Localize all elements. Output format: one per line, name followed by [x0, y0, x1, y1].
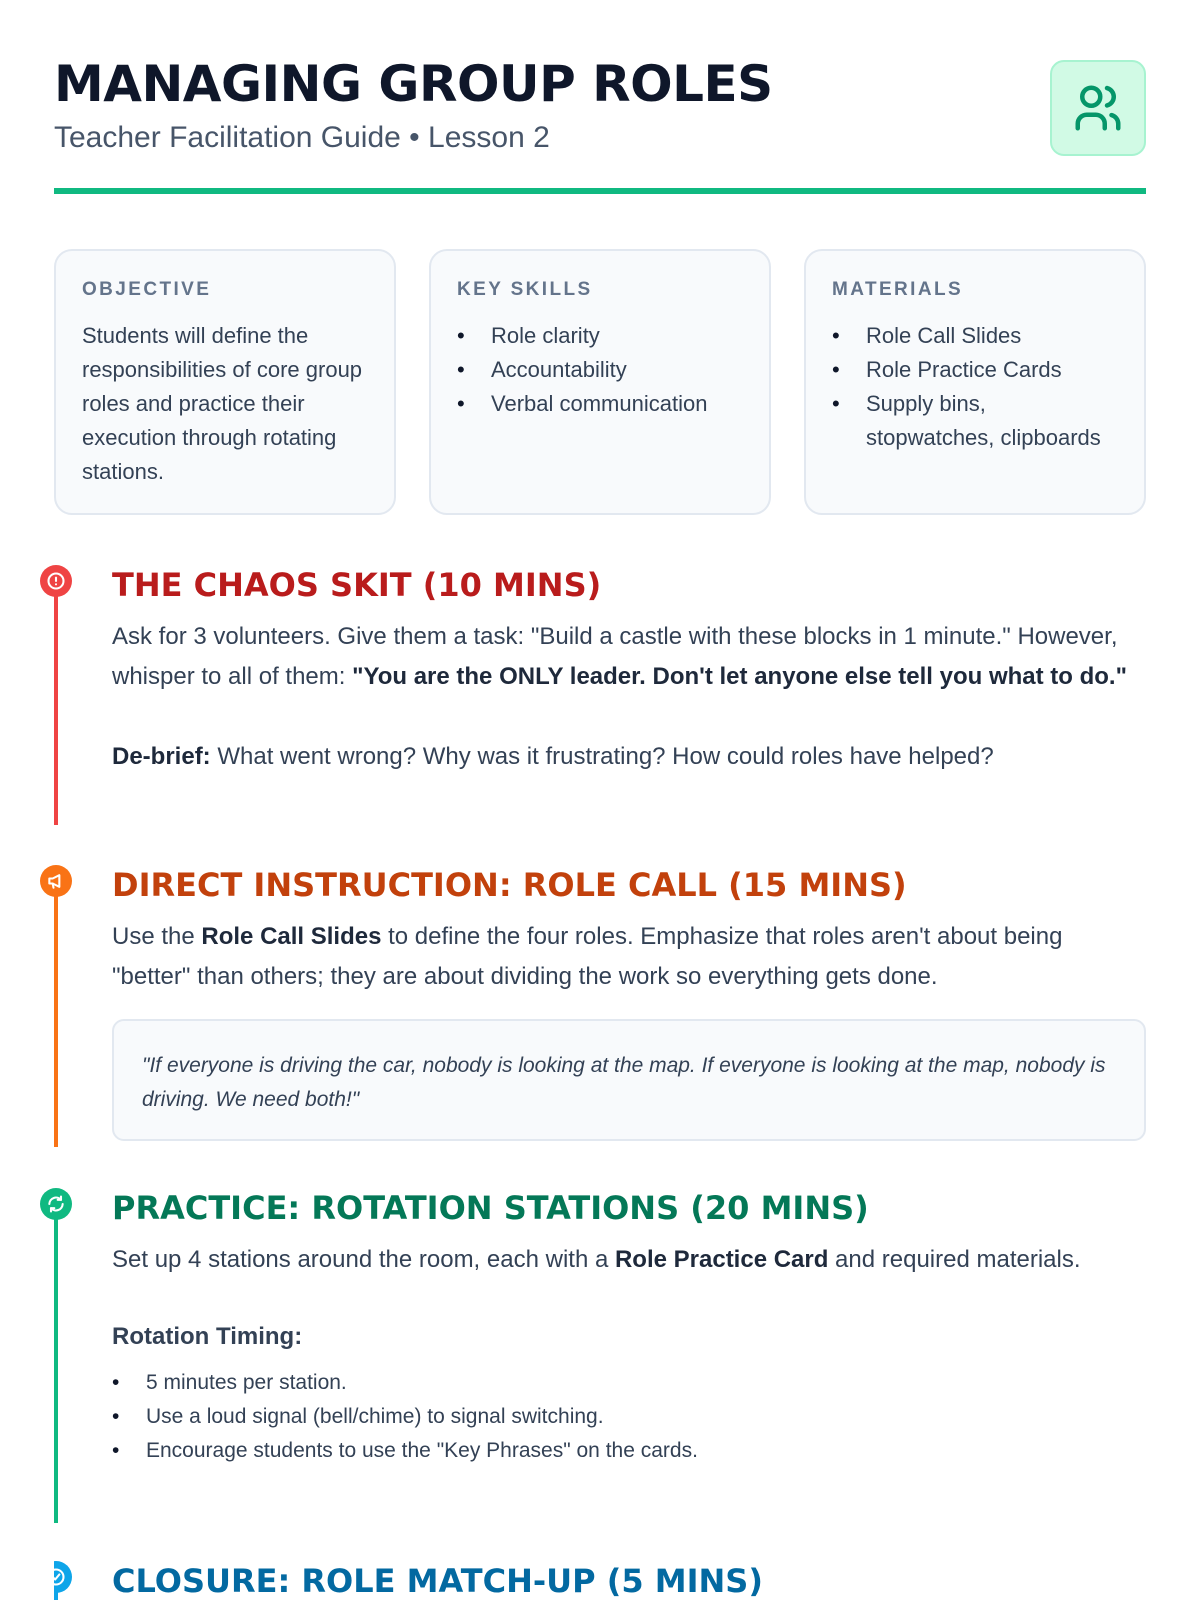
section-title: CLOSURE: ROLE MATCH-UP (5 MINS): [112, 1562, 763, 1600]
debrief-text: What went wrong? Why was it frustrating? How could roles have helped?: [210, 743, 994, 770]
rotation-timing-heading: Rotation Timing:: [112, 1323, 303, 1350]
rotation-timing-list: [112, 1366, 1146, 1468]
section-body: [112, 1561, 1146, 1600]
section-paragraph: [112, 917, 1146, 997]
skills-heading: KEY SKILLS: [457, 279, 593, 300]
paragraph-text: and required materials.: [828, 1246, 1081, 1273]
debrief-paragraph: [112, 737, 1146, 777]
quote-box: "If everyone is driving the car, nobody is looking at the map. If everyone is looking at the map, nobody is driving. We need both!": [112, 1019, 1146, 1141]
timeline-rail: [54, 1204, 58, 1523]
paragraph-text: Ask for 3 volunteers. Give them a task: "Build a castle with these blocks in 1 minute." However, whisper to all of them:: [112, 623, 1118, 690]
list-item: • Supply bins, stopwatches, clipboards: [832, 387, 1118, 455]
section-paragraph: [112, 1240, 1146, 1280]
users-icon: [1050, 60, 1146, 156]
paragraph-emphasis: Role Practice Card: [614, 1246, 829, 1273]
objective-card: [54, 249, 396, 515]
list-item: • Verbal communication: [457, 387, 743, 421]
list-item: • Role Practice Cards: [832, 353, 1118, 387]
list-item: • Use a loud signal (bell/chime) to signal switching.: [112, 1400, 1146, 1434]
section-title: PRACTICE: ROTATION STATIONS (20 MINS): [112, 1189, 869, 1227]
section-body: [112, 565, 1146, 777]
skills-list: [457, 319, 743, 421]
section-paragraph: [112, 617, 1146, 697]
megaphone-icon: [40, 865, 72, 897]
paragraph-emphasis: Role Call Slides: [201, 923, 382, 950]
section-title: THE CHAOS SKIT (10 MINS): [112, 566, 602, 604]
list-item: • Encourage students to use the "Key Phrases" on the cards.: [112, 1434, 1146, 1468]
objective-heading: OBJECTIVE: [82, 279, 212, 300]
materials-card: [804, 249, 1146, 515]
section-closure: [54, 1561, 1146, 1600]
refresh-icon: [40, 1188, 72, 1220]
skills-card: [429, 249, 771, 515]
paragraph-text: to define the four roles. Emphasize that roles aren't about being "better" than others; they are about dividing the work so everything gets done.: [112, 923, 1063, 990]
list-item: • Role Call Slides: [832, 319, 1118, 353]
section-body: [112, 865, 1146, 1141]
page-subtitle: Teacher Facilitation Guide • Lesson 2: [54, 121, 550, 154]
section-direct-instruction: [54, 865, 1146, 1147]
list-item: • Role clarity: [457, 319, 743, 353]
list-item: • Accountability: [457, 353, 743, 387]
section-body: [112, 1188, 1146, 1468]
section-practice: [54, 1188, 1146, 1523]
alert-circle-icon: [40, 565, 72, 597]
timeline-rail: [54, 881, 58, 1147]
paragraph-text: Use the: [112, 923, 202, 950]
list-item: • 5 minutes per station.: [112, 1366, 1146, 1400]
debrief-label: De-brief:: [112, 743, 211, 770]
objective-text: Students will define the responsibilities of core group roles and practice their execution through rotating stations.: [82, 323, 363, 484]
page-header: [54, 52, 1146, 194]
paragraph-text: Set up 4 stations around the room, each with a: [112, 1246, 615, 1273]
timeline-rail: [54, 581, 58, 825]
check-badge-icon: [54, 1561, 72, 1593]
materials-list: [832, 319, 1118, 455]
materials-heading: MATERIALS: [832, 279, 964, 300]
info-cards: [54, 249, 1146, 515]
section-title: DIRECT INSTRUCTION: ROLE CALL (15 MINS): [112, 866, 907, 904]
page-title: MANAGING GROUP ROLES: [54, 55, 773, 113]
paragraph-emphasis: "You are the ONLY leader. Don't let anyone else tell you what to do.": [352, 663, 1127, 690]
section-chaos-skit: [54, 565, 1146, 825]
